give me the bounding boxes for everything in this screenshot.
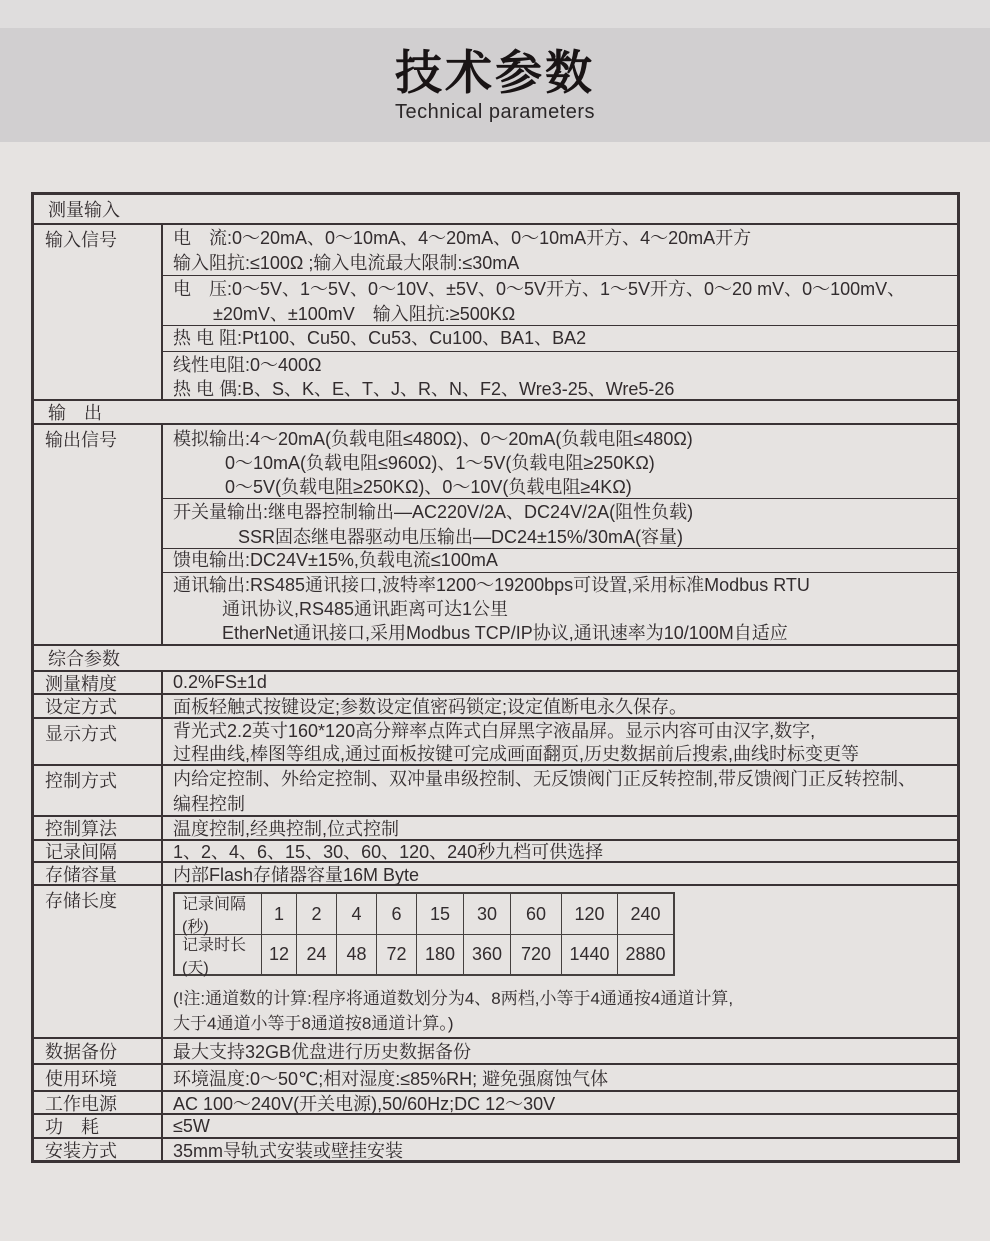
row-value: 0.2%FS±1d xyxy=(173,672,267,692)
page-subtitle: Technical parameters xyxy=(394,100,596,123)
output-feed-cell xyxy=(163,548,957,572)
row-label: 存储长度 xyxy=(34,886,163,1037)
spec-line: 0～10mA(负载电阻≤960Ω)、1～5V(负载电阻≥250KΩ) xyxy=(225,453,655,473)
page-title: 技术参数 xyxy=(395,45,595,99)
row-label: 数据备份 xyxy=(34,1039,163,1063)
section-header-measure-input xyxy=(34,195,957,223)
input-voltage-cell xyxy=(163,275,957,325)
spec-line: 馈电输出:DC24V±15%,负载电流≤100mA xyxy=(173,550,498,570)
mini-cell: 48 xyxy=(336,935,376,974)
mini-cell: 180 xyxy=(416,935,463,974)
row-storage-length xyxy=(34,884,957,1037)
spec-line: SSR固态继电器驱动电压输出—DC24±15%/30mA(容量) xyxy=(238,527,683,547)
row-value: 1、2、4、6、15、30、60、120、240秒九档可供选择 xyxy=(173,842,604,862)
mini-cell: 60 xyxy=(510,894,561,934)
spec-line: 内给定控制、外给定控制、双冲量串级控制、无反馈阀门正反转控制,带反馈阀门正反转控制、 xyxy=(173,769,916,789)
input-signal-content xyxy=(163,225,957,399)
note-line: (!注:通道数的计算:程序将通道数划分为4、8两档,小等于4通通按4通道计算, xyxy=(173,989,734,1008)
row-label: 工作电源 xyxy=(34,1092,163,1113)
row-value: 内部Flash存储器容量16M Byte xyxy=(173,864,420,885)
section-header-output xyxy=(34,399,957,423)
row-accuracy xyxy=(34,670,957,693)
row-label: 控制方式 xyxy=(34,766,163,815)
row-input-signal xyxy=(34,223,957,399)
row-label: 设定方式 xyxy=(34,695,163,717)
spec-line: 热 电 偶:B、S、K、E、T、J、R、N、F2、Wre3-25、Wre5-26 xyxy=(173,379,675,399)
output-signal-content xyxy=(163,425,957,644)
mini-cell: 1 xyxy=(261,894,296,934)
row-label: 安装方式 xyxy=(34,1139,163,1160)
spec-line: 线性电阻:0～400Ω xyxy=(173,355,322,375)
row-setting xyxy=(34,693,957,717)
mini-cell: 4 xyxy=(336,894,376,934)
row-label: 使用环境 xyxy=(34,1065,163,1090)
mini-cell: 72 xyxy=(376,935,416,974)
section-title: 输 出 xyxy=(48,403,102,423)
mini-cell: 360 xyxy=(463,935,510,974)
row-label: 控制算法 xyxy=(34,817,163,839)
row-value: 面板轻触式按键设定;参数设定值密码锁定;设定值断电永久保存。 xyxy=(173,697,687,717)
mini-cell: 12 xyxy=(261,935,296,974)
spec-line: ±20mV、±100mV 输入阻抗:≥500KΩ xyxy=(213,304,516,324)
note-line: 大于4通道小等于8通道按8通道计算。) xyxy=(173,1014,454,1033)
row-value: 35mm导轨式安装或壁挂安装 xyxy=(173,1140,404,1161)
row-value: 环境温度:0～50℃;相对湿度:≤85%RH; 避免强腐蚀气体 xyxy=(173,1068,609,1089)
row-label: 记录间隔 xyxy=(34,841,163,861)
row-mounting xyxy=(34,1137,957,1160)
storage-interval-row xyxy=(175,894,673,934)
input-rtd-cell xyxy=(163,325,957,351)
mini-cell: 720 xyxy=(510,935,561,974)
spec-line: EtherNet通讯接口,采用Modbus TCP/IP协议,通讯速率为10/100M自适应 xyxy=(222,623,788,643)
row-control xyxy=(34,764,957,815)
row-output-signal xyxy=(34,423,957,644)
mini-header: 记录间隔(秒) xyxy=(182,896,247,936)
mini-cell: 30 xyxy=(463,894,510,934)
spec-line: 热 电 阻:Pt100、Cu50、Cu53、Cu100、BA1、BA2 xyxy=(173,328,587,348)
storage-note xyxy=(163,986,957,1036)
row-power xyxy=(34,1090,957,1113)
input-current-cell xyxy=(163,225,957,275)
mini-cell: 6 xyxy=(376,894,416,934)
section-title: 综合参数 xyxy=(48,649,120,669)
section-title: 测量输入 xyxy=(48,200,120,220)
spec-line: 编程控制 xyxy=(173,794,245,814)
mini-header: 记录时长(天) xyxy=(182,936,247,977)
mini-cell: 2880 xyxy=(617,935,673,974)
spec-line: 输入阻抗:≤100Ω ;输入电流最大限制:≤30mA xyxy=(173,253,520,273)
storage-length-table xyxy=(173,892,675,976)
mini-cell: 2 xyxy=(296,894,336,934)
spec-line: 背光式2.2英寸160*120高分辩率点阵式白屏黑字液晶屏。显示内容可由汉字,数字, xyxy=(173,721,816,741)
row-interval xyxy=(34,839,957,861)
output-comm-cell xyxy=(163,572,957,643)
control-content xyxy=(163,766,957,815)
row-label: 存储容量 xyxy=(34,863,163,884)
row-label: 功 耗 xyxy=(34,1115,163,1137)
spec-table xyxy=(31,192,960,1163)
spec-line: 模拟输出:4～20mA(负载电阻≤480Ω)、0～20mA(负载电阻≤480Ω) xyxy=(173,429,693,449)
row-display xyxy=(34,717,957,764)
mini-cell: 15 xyxy=(416,894,463,934)
section-header-general xyxy=(34,644,957,670)
output-switch-cell xyxy=(163,498,957,548)
spec-line: 开关量输出:继电器控制输出—AC220V/2A、DC24V/2A(阻性负载) xyxy=(173,502,694,522)
row-consumption xyxy=(34,1113,957,1137)
row-value: 最大支持32GB优盘进行历史数据备份 xyxy=(173,1042,472,1062)
mini-cell: 240 xyxy=(617,894,673,934)
mini-cell: 1440 xyxy=(561,935,617,974)
row-environment xyxy=(34,1063,957,1090)
row-value: 温度控制,经典控制,位式控制 xyxy=(173,819,400,839)
row-algorithm xyxy=(34,815,957,839)
spec-line: 通讯协议,RS485通讯距离可达1公里 xyxy=(222,599,509,619)
mini-cell: 120 xyxy=(561,894,617,934)
row-label: 测量精度 xyxy=(34,672,163,693)
spec-line: 通讯输出:RS485通讯接口,波特率1200～19200bps可设置,采用标准Modbus RTU xyxy=(173,575,810,595)
display-content xyxy=(163,719,957,764)
row-value: ≤5W xyxy=(173,1115,210,1136)
page-top-strip xyxy=(0,0,990,28)
row-value: AC 100～240V(开关电源),50/60Hz;DC 12～30V xyxy=(173,1093,556,1114)
input-resistance-tc-cell xyxy=(163,351,957,398)
storage-duration-row xyxy=(175,934,673,977)
spec-line: 电 压:0～5V、1～5V、0～10V、±5V、0～5V开方、1～5V开方、0～20 mV、0～100mV、 xyxy=(173,279,906,299)
row-capacity xyxy=(34,861,957,884)
spec-line: 电 流:0～20mA、0～10mA、4～20mA、0～10mA开方、4～20mA开方 xyxy=(173,228,752,248)
spec-line: 过程曲线,棒图等组成,通过面板按键可完成画面翻页,历史数据前后搜索,曲线时标变更等 xyxy=(173,744,859,764)
spec-line: 0～5V(负载电阻≥250KΩ)、0～10V(负载电阻≥4KΩ) xyxy=(225,477,632,497)
output-analog-cell xyxy=(163,425,957,498)
row-label: 输入信号 xyxy=(34,225,163,399)
row-label: 显示方式 xyxy=(34,719,163,764)
row-label: 输出信号 xyxy=(34,425,163,644)
row-backup xyxy=(34,1037,957,1063)
mini-cell: 24 xyxy=(296,935,336,974)
title-band xyxy=(0,28,990,142)
storage-content xyxy=(163,886,957,1037)
